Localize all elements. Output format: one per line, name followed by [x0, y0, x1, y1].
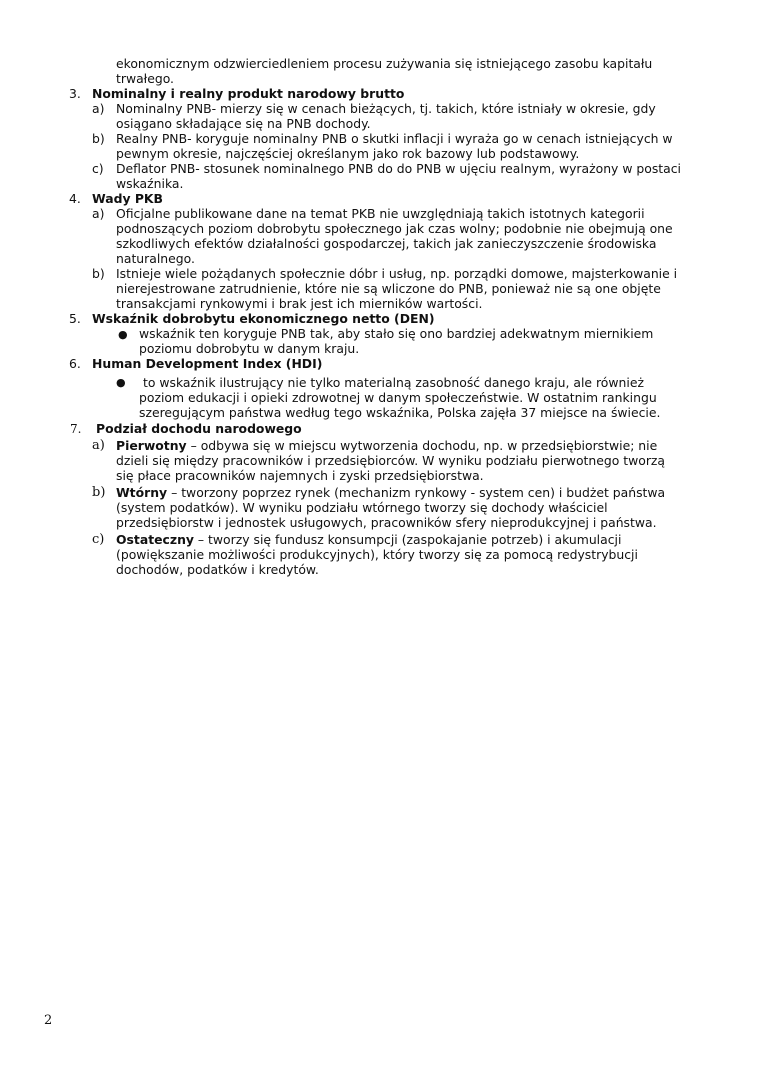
list-item-line — [116, 486, 665, 501]
list-item-line — [116, 439, 657, 454]
list-item-line: podnoszących poziom dobrobytu społecznego jak czas wolny; podobnie nie obejmują one — [116, 221, 673, 236]
list-item-line: Istnieje wiele pożądanych społecznie dóbr i usług, np. porządki domowe, majsterkowanie i — [116, 266, 678, 281]
intro-line: trwałego. — [116, 71, 174, 86]
section-3-number: 3. — [69, 86, 81, 101]
bullet-line: poziom edukacji i opieki zdrowotnej w danym społeczeństwie. W ostatnim rankingu — [139, 390, 657, 405]
bullet-line: wskaźnik ten koryguje PNB tak, aby stało się ono bardziej adekwatnym miernikiem — [139, 326, 654, 341]
list-item-line: wskaźnika. — [116, 176, 184, 191]
list-marker: a) — [92, 438, 105, 453]
list-marker: a) — [92, 101, 105, 116]
term-description: – odbywa się w miejscu wytworzenia dochodu, np. w przedsiębiorstwie; nie — [186, 438, 658, 453]
bullet-icon: ● — [116, 376, 126, 389]
term: Wtórny — [116, 485, 168, 500]
list-item-line: osiągano składające się na PNB dochody. — [116, 116, 371, 131]
page-number: 2 — [44, 1013, 53, 1028]
list-marker: c) — [92, 161, 104, 176]
section-7-title: Podział dochodu narodowego — [96, 421, 302, 436]
list-item-line: nierejestrowane zatrudnienie, które nie są wliczone do PNB, ponieważ nie są one objęte — [116, 281, 661, 296]
list-item-line: naturalnego. — [116, 251, 195, 266]
list-marker: b) — [92, 485, 106, 500]
list-item-line: Realny PNB- koryguje nominalny PNB o skutki inflacji i wyraża go w cenach istniejących w — [116, 131, 673, 146]
list-item-line — [116, 533, 621, 548]
section-4-number: 4. — [69, 191, 81, 206]
list-item-line: Nominalny PNB- mierzy się w cenach bieżących, tj. takich, które istniały w okresie, gdy — [116, 101, 656, 116]
bullet-line: to wskaźnik ilustrujący nie tylko materialną zasobność danego kraju, ale również — [143, 375, 644, 390]
section-4-title: Wady PKB — [92, 191, 163, 206]
list-item-line: Oficjalne publikowane dane na temat PKB nie uwzględniają takich istotnych kategorii — [116, 206, 645, 221]
term: Pierwotny — [116, 438, 187, 453]
section-7-number: 7. — [70, 422, 82, 436]
list-item-line: transakcjami rynkowymi i brak jest ich mierników wartości. — [116, 296, 483, 311]
list-item-line: szkodliwych efektów działalności gospodarczej, takich jak zanieczyszczenie środowiska — [116, 236, 657, 251]
list-marker: b) — [92, 266, 105, 281]
bullet-icon: ● — [118, 328, 128, 341]
term-description: – tworzy się fundusz konsumpcji (zaspokajanie potrzeb) i akumulacji — [193, 532, 622, 547]
section-3-title: Nominalny i realny produkt narodowy brutto — [92, 86, 405, 101]
list-marker: a) — [92, 206, 105, 221]
bullet-line: poziomu dobrobytu w danym kraju. — [139, 341, 360, 356]
list-item-line: przedsiębiorstw i jednostek usługowych, pracowników sfery nieprodukcyjnej i państwa. — [116, 515, 657, 530]
section-5-title: Wskaźnik dobrobytu ekonomicznego netto (DEN) — [92, 311, 435, 326]
bullet-line: szeregującym państwa według tego wskaźnika, Polska zajęła 37 miejsce na świecie. — [139, 405, 661, 420]
list-item-line: (system podatków). W wyniku podziału wtórnego tworzy się dochody właściciel — [116, 500, 608, 515]
term: Ostateczny — [116, 532, 194, 547]
section-6-title: Human Development Index (HDI) — [92, 356, 323, 371]
list-item-line: pewnym okresie, najczęściej określanym jako rok bazowy lub podstawowy. — [116, 146, 580, 161]
list-marker: c) — [92, 532, 105, 547]
section-6-number: 6. — [69, 356, 81, 371]
section-5-number: 5. — [69, 311, 81, 326]
term-description: – tworzony poprzez rynek (mechanizm rynkowy - system cen) i budżet państwa — [167, 485, 666, 500]
list-marker: b) — [92, 131, 105, 146]
list-item-line: dochodów, podatków i kredytów. — [116, 562, 319, 577]
list-item-line: (powiększanie możliwości produkcyjnych), który tworzy się za pomocą redystrybucji — [116, 547, 638, 562]
list-item-line: się płace pracowników najemnych i zyski przedsiębiorstwa. — [116, 468, 484, 483]
list-item-line: dzieli się między pracowników i przedsiębiorców. W wyniku podziału pierwotnego tworzą — [116, 453, 666, 468]
list-item-line: Deflator PNB- stosunek nominalnego PNB do do PNB w ujęciu realnym, wyrażony w postaci — [116, 161, 681, 176]
intro-line: ekonomicznym odzwierciedleniem procesu zużywania się istniejącego zasobu kapitału — [116, 56, 653, 71]
